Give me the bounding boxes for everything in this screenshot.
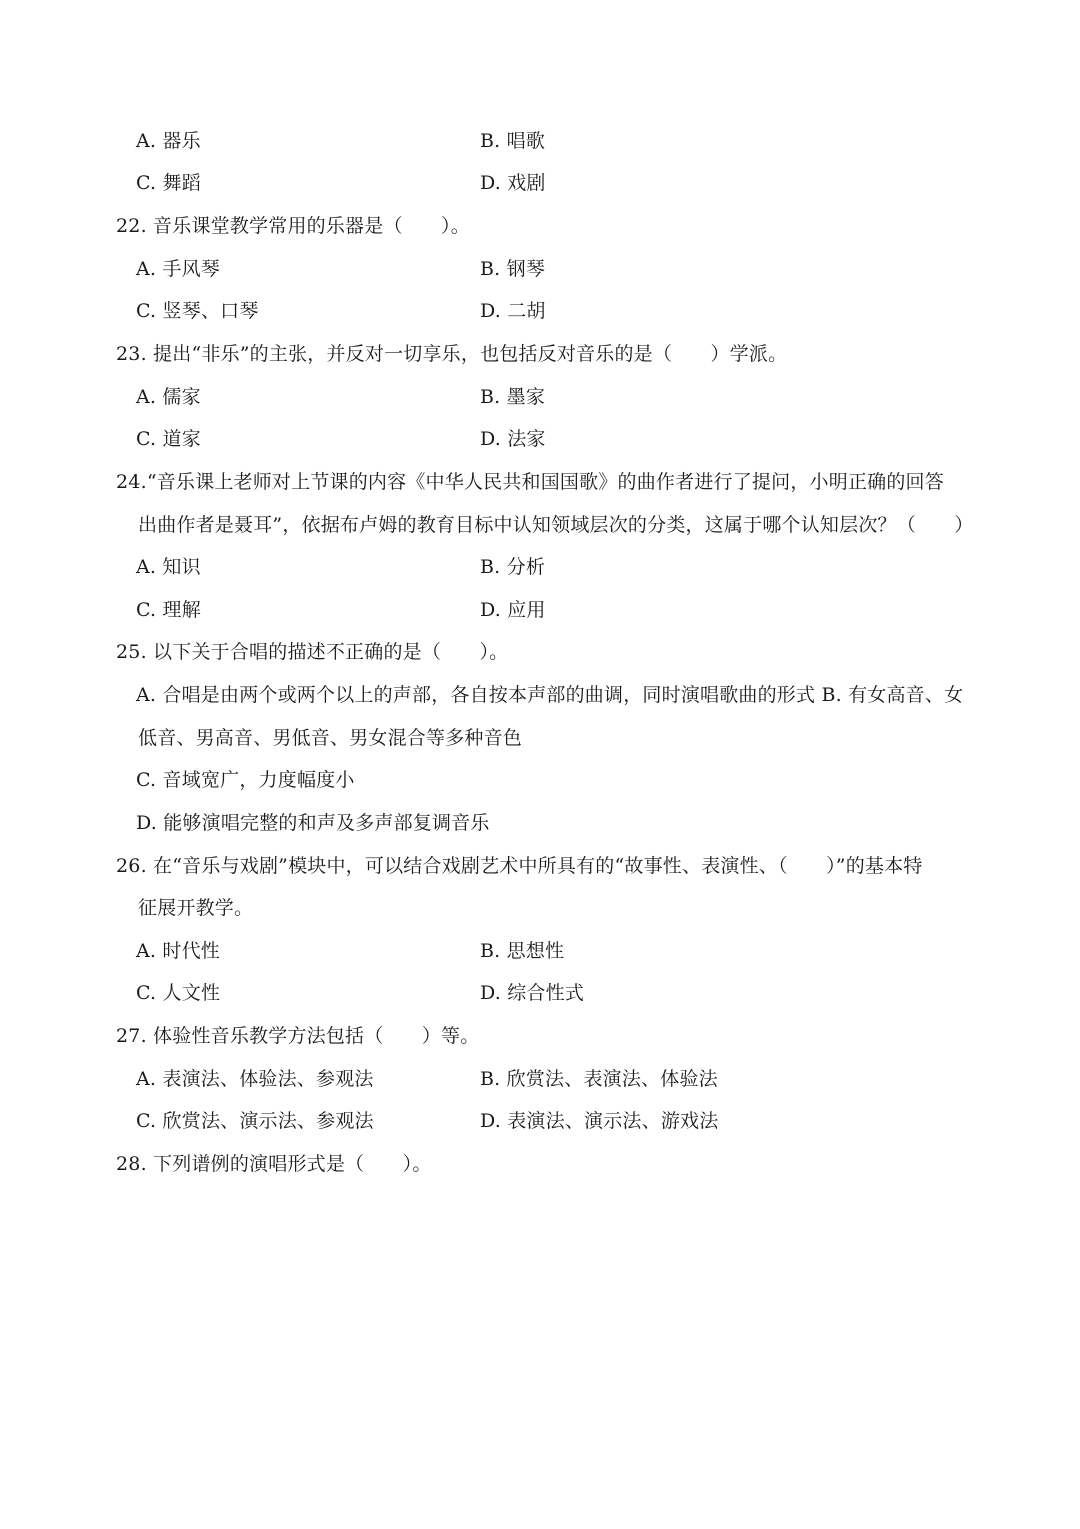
q27-option-a: A. 表演法、体验法、参观法	[136, 1068, 374, 1090]
q24-option-b: B. 分析	[480, 556, 546, 578]
q23-option-a: A. 儒家	[136, 386, 201, 408]
q24-option-c: C. 理解	[136, 599, 201, 621]
q23-stem: 23. 提出“非乐”的主张，并反对一切享乐，也包括反对音乐的是（ ）学派。	[116, 343, 788, 365]
q27-stem: 27. 体验性音乐教学方法包括（ ）等。	[116, 1025, 480, 1047]
q26-option-d: D. 综合性式	[480, 982, 585, 1004]
q27-option-d: D. 表演法、演示法、游戏法	[480, 1110, 719, 1132]
q22-stem: 22. 音乐课堂教学常用的乐器是（ ）。	[116, 215, 470, 237]
q22-option-a: A. 手风琴	[136, 258, 221, 280]
q24-option-d: D. 应用	[480, 599, 546, 621]
q22-option-c: C. 竖琴、口琴	[136, 300, 259, 322]
q28-stem: 28. 下列谱例的演唱形式是（ ）。	[116, 1153, 432, 1175]
q26-option-b: B. 思想性	[480, 940, 565, 962]
q25-option-c: C. 音域宽广，力度幅度小	[136, 769, 355, 791]
q22-option-d: D. 二胡	[480, 300, 546, 322]
q25-stem: 25. 以下关于合唱的描述不正确的是（ ）。	[116, 641, 509, 663]
q23-option-b: B. 墨家	[480, 386, 546, 408]
q26-option-a: A. 时代性	[136, 940, 221, 962]
q26-stem-line1: 26. 在“音乐与戏剧”模块中，可以结合戏剧艺术中所具有的“故事性、表演性、（ ）”的基本特	[116, 855, 923, 877]
q27-option-c: C. 欣赏法、演示法、参观法	[136, 1110, 374, 1132]
q23-option-d: D. 法家	[480, 428, 546, 450]
q24-stem-line1: 24.“音乐课上老师对上节课的内容《中华人民共和国国歌》的曲作者进行了提问，小明正确的回答	[116, 471, 944, 493]
q21-option-a: A. 器乐	[136, 130, 201, 152]
q23-option-c: C. 道家	[136, 428, 201, 450]
q25-option-d: D. 能够演唱完整的和声及多声部复调音乐	[136, 812, 490, 834]
q26-stem-line2: 征展开教学。	[138, 897, 254, 919]
q27-option-b: B. 欣赏法、表演法、体验法	[480, 1068, 718, 1090]
q25-option-a-line2: 低音、男高音、男低音、男女混合等多种音色	[138, 727, 523, 749]
q26-option-c: C. 人文性	[136, 982, 221, 1004]
q21-option-b: B. 唱歌	[480, 130, 546, 152]
q24-stem-line2: 出曲作者是聂耳”，依据布卢姆的教育目标中认知领域层次的分类，这属于哪个认知层次？（ ）	[138, 514, 974, 536]
q24-option-a: A. 知识	[136, 556, 201, 578]
q25-option-a-line1: A. 合唱是由两个或两个以上的声部，各自按本声部的曲调，同时演唱歌曲的形式 B. 有女高音、女	[136, 684, 964, 706]
q21-option-c: C. 舞蹈	[136, 172, 201, 194]
q21-option-d: D. 戏剧	[480, 172, 546, 194]
q22-option-b: B. 钢琴	[480, 258, 546, 280]
